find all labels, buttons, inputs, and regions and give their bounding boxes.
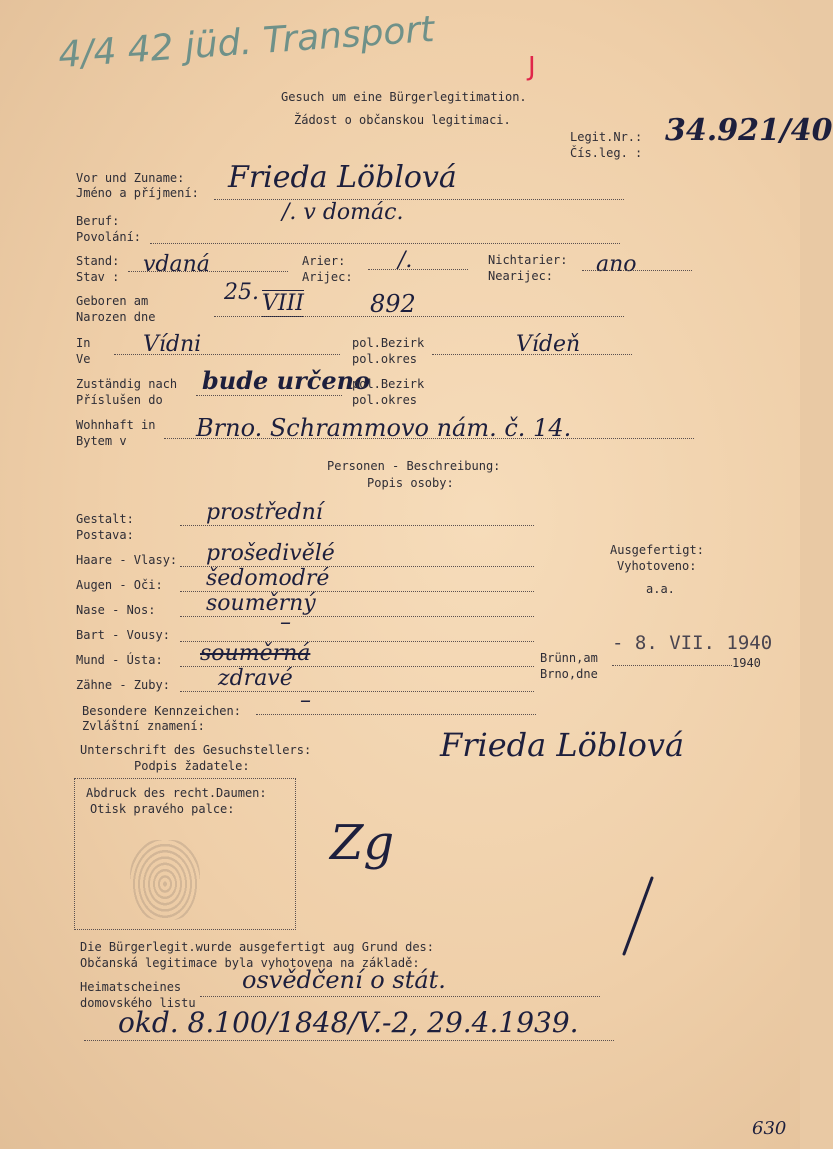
teeth-line [180, 691, 534, 692]
occupation-value: /. v domác. [282, 200, 404, 225]
basis-doc-value: osvědčení o stát. [242, 966, 446, 994]
occupation-label-de: Beruf: [76, 214, 120, 228]
status-label-cz: Stav : [76, 270, 120, 284]
domicile-label-cz: Příslušen do [76, 393, 163, 407]
district-line [432, 354, 632, 355]
beard-label: Bart - Vousy: [76, 628, 170, 642]
issued-date-stamp: - 8. VII. 1940 [612, 632, 773, 654]
born-line [214, 316, 624, 317]
nichtarier-line [582, 270, 692, 271]
issued-date-line [612, 665, 732, 666]
name-label-cz: Jméno a příjmení: [76, 186, 199, 200]
domicile-label-de: Zuständig nach [76, 377, 178, 391]
marks-label-de: Besondere Kennzeichen: [82, 704, 241, 718]
arier-label-cz: Arijec: [302, 270, 353, 284]
occupation-label-cz: Povolání: [76, 230, 142, 244]
status-line [128, 271, 288, 272]
beard-value: – [280, 610, 291, 635]
residence-label-cz: Bytem v [76, 434, 127, 448]
district-label-de: pol.Bezirk [352, 336, 425, 350]
teeth-label: Zähne - Zuby: [76, 678, 170, 692]
domicile-district-label-de: pol.Bezirk [352, 377, 425, 391]
basis-reference-line [84, 1040, 614, 1041]
born-day: 25. [224, 280, 259, 305]
basis-line-de: Die Bürgerlegit.wurde ausgefertigt aug Grund des: [80, 940, 435, 954]
eyes-label: Augen - Oči: [76, 578, 163, 592]
official-mark: Zg [330, 815, 395, 871]
signature-value: Frieda Löblová [440, 726, 685, 764]
residence-line [164, 438, 694, 439]
domicile-line [196, 395, 342, 396]
build-label-de: Gestalt: [76, 512, 134, 526]
page-number: 630 [752, 1118, 787, 1139]
signature-label-de: Unterschrift des Gesuchstellers: [80, 743, 312, 757]
build-value: prostřední [206, 500, 323, 525]
occupation-line [150, 243, 620, 244]
thumbprint-mark [130, 840, 200, 920]
nose-line [180, 616, 534, 617]
district-label-cz: pol.okres [352, 352, 418, 366]
nichtarier-label-de: Nichtarier: [488, 253, 568, 267]
basis-doc-label-de: Heimatscheines [80, 980, 182, 994]
basis-doc-label-cz: domovského listu [80, 996, 196, 1010]
residence-label-de: Wohnhaft in [76, 418, 156, 432]
teeth-value: zdravé [218, 666, 293, 691]
hair-value: prošedivělé [206, 541, 335, 566]
mouth-value: souměrná [200, 641, 311, 666]
nichtarier-value: ano [596, 252, 637, 277]
issued-label-de: Ausgefertigt: [610, 543, 704, 557]
title-de: Gesuch um eine Bürgerlegitimation. [281, 90, 527, 104]
basis-doc-line [200, 996, 600, 997]
pencil-note: 4/4 42 jüd. Transport [57, 8, 436, 77]
basis-reference: okd. 8.100/1848/V.-2, 29.4.1939. [118, 1006, 579, 1039]
in-value: Vídni [143, 332, 202, 357]
born-month: VIII [262, 291, 304, 316]
nichtarier-label-cz: Nearijec: [488, 269, 554, 283]
name-value: Frieda Löblová [228, 160, 457, 195]
signature-label-cz: Podpis žadatele: [134, 759, 250, 773]
basis-line-cz: Občanská legitimace byla vyhotovena na základě: [80, 956, 420, 970]
eyes-value: šedomodré [206, 566, 330, 591]
arier-label-de: Arier: [302, 254, 346, 268]
mouth-label: Mund - Ústa: [76, 653, 163, 667]
arier-value: /. [398, 248, 413, 273]
description-title-cz: Popis osoby: [367, 476, 454, 490]
hair-label: Haare - Vlasy: [76, 553, 178, 567]
name-label-de: Vor und Zuname: [76, 171, 185, 185]
domicile-district-label-cz: pol.okres [352, 393, 418, 407]
born-label-de: Geboren am [76, 294, 149, 308]
marks-value: – [300, 688, 311, 713]
issued-place-de: Brünn,am [540, 651, 598, 665]
domicile-value: bude určeno [202, 366, 371, 395]
issued-place-cz: Brno,dne [540, 667, 598, 681]
in-line [114, 354, 340, 355]
build-label-cz: Postava: [76, 528, 134, 542]
description-title-de: Personen - Beschreibung: [327, 459, 501, 473]
status-label-de: Stand: [76, 254, 120, 268]
issued-year: 1940 [732, 656, 761, 670]
legit-nr-label-de: Legit.Nr.: [570, 130, 643, 144]
legit-nr-label-cz: Čís.leg. : [570, 146, 643, 160]
in-label-de: In [76, 336, 91, 350]
marks-line [256, 714, 536, 715]
issued-aa: a.a. [646, 582, 675, 596]
marks-label-cz: Zvláštní znamení: [82, 719, 205, 733]
district-value: Vídeň [516, 332, 581, 357]
born-label-cz: Narozen dne [76, 310, 156, 324]
nose-value: souměrný [206, 591, 316, 616]
pen-stroke-mark [610, 870, 660, 960]
issued-label-cz: Vyhotoveno: [617, 559, 697, 573]
title-cz: Žádost o občanskou legitimaci. [294, 113, 511, 127]
build-line [180, 525, 534, 526]
in-label-cz: Ve [76, 352, 91, 366]
name-line [214, 199, 624, 200]
born-year: 892 [370, 290, 416, 318]
thumb-label-de: Abdruck des recht.Daumen: [86, 786, 267, 800]
arier-line [368, 269, 468, 270]
nose-label: Nase - Nos: [76, 603, 156, 617]
red-j-mark: J [528, 52, 536, 82]
thumb-label-cz: Otisk pravého palce: [90, 802, 235, 816]
residence-value: Brno. Schrammovo nám. č. 14. [196, 414, 572, 442]
pen-stroke-line [624, 878, 652, 954]
status-value: vdaná [143, 252, 210, 277]
legit-nr-value: 34.921/40 [665, 113, 833, 148]
